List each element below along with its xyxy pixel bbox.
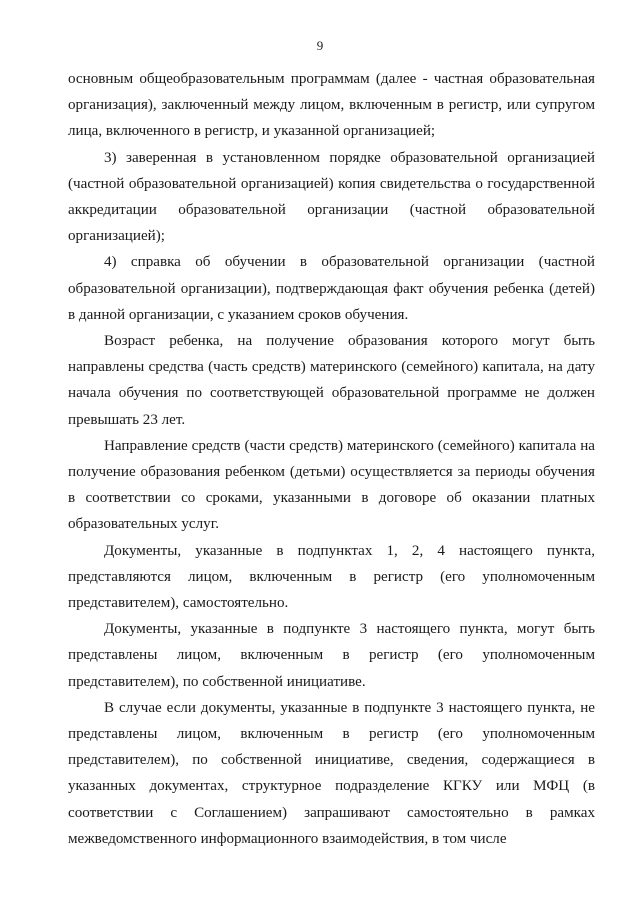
paragraph-item-3: 3) заверенная в установленном порядке образовательной организацией (частной образовательной организацией) копия свидетельства о государственной аккредитации образовательной организации (частной образовательной организацией); — [68, 149, 595, 245]
paragraph-documents-self: Документы, указанные в подпунктах 1, 2, 4 настоящего пункта, представляются лицом, включенным в регистр (его уполномоченным представителем), самостоятельно. — [68, 542, 595, 612]
document-body — [68, 66, 595, 852]
page-number: 9 — [316, 38, 324, 53]
paragraph-interagency-request: В случае если документы, указанные в подпункте 3 настоящего пункта, не представлены лицом, включенным в регистр (его уполномоченным представителем), по собственной инициативе, сведения, содержащиеся в указанных документах, структурное подразделение КГКУ или МФЦ (в соответствии с Соглашением) запрашивают самостоятельно в рамках межведомственного информационного взаимодействия, в том числе — [68, 699, 595, 847]
paragraph-child-age: Возраст ребенка, на получение образования которого могут быть направлены средства (часть средств) материнского (семейного) капитала, на дату начала обучения по соответствующей образовательной программе не должен превышать 23 лет. — [68, 333, 595, 428]
paragraph-continuation: основным общеобразовательным программам (далее - частная образовательная организация), заключенный между лицом, включенным в регистр, или супругом лица, включенного в регистр, и указанной организацией; — [68, 71, 595, 140]
paragraph-item-4: 4) справка об обучении в образовательной организации (частной образовательной организации), подтверждающая факт обучения ребенка (детей) в данной организации, с указанием сроков обучения. — [68, 254, 595, 323]
paragraph-documents-initiative: Документы, указанные в подпункте 3 настоящего пункта, могут быть представлены лицом, включенным в регистр (его уполномоченным представителем), по собственной инициативе. — [68, 621, 595, 690]
paragraph-funds-direction: Направление средств (части средств) материнского (семейного) капитала на получение образования ребенком (детьми) осуществляется за периоды обучения в соответствии со сроками, указанными в договоре об оказании платных образовательных услуг. — [68, 437, 595, 533]
